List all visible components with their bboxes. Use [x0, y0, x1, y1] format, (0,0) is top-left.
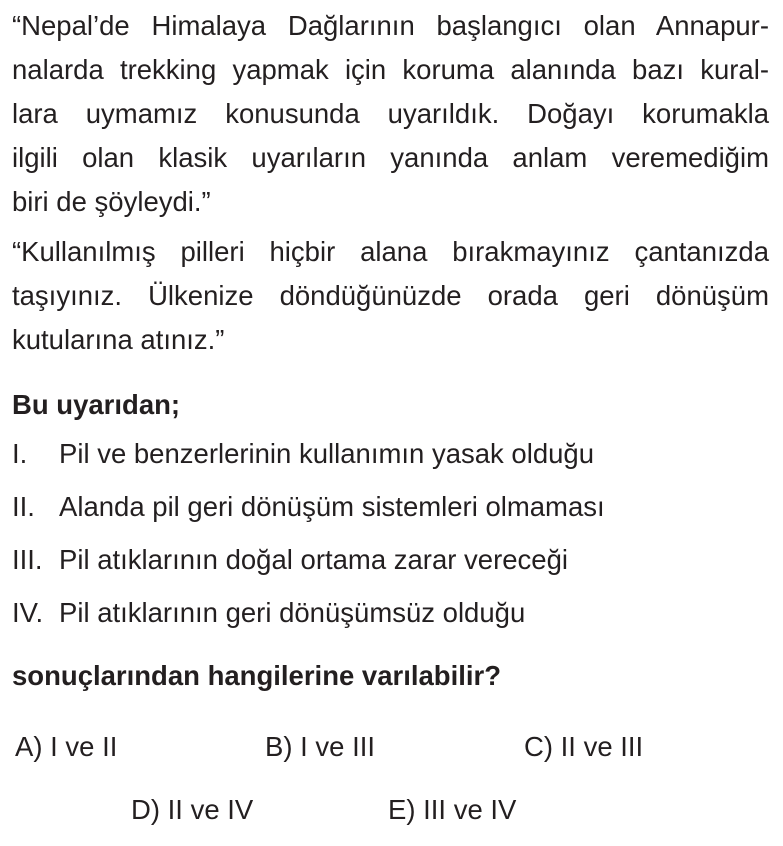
- statement-text: Pil atıklarının doğal ortama zarar vereceği: [59, 544, 568, 575]
- statement-number: I.: [12, 438, 28, 469]
- question-prompt: sonuçlarından hangilerine varılabilir?: [12, 660, 502, 691]
- statement-4: [12, 593, 525, 633]
- passage-line: biri de şöyleydi.”: [12, 186, 211, 217]
- statement-text: Pil ve benzerlerinin kullanımın yasak olduğu: [59, 438, 595, 469]
- passage-line: lara uymamız konusunda uyarıldık. Doğayı korumakla: [12, 98, 769, 129]
- statement-text: Alanda pil geri dönüşüm sistemleri olmaması: [59, 491, 605, 522]
- passage-paragraph-1: [12, 4, 769, 224]
- option-c[interactable]: C) II ve III: [524, 731, 644, 762]
- passage-line: “Nepal’de Himalaya Dağlarının başlangıcı olan Annapur-: [12, 10, 769, 41]
- passage-line: ilgili olan klasik uyarıların yanında anlam veremediğim: [12, 142, 769, 173]
- option-b[interactable]: B) I ve III: [265, 731, 376, 762]
- statement-3: [12, 540, 568, 580]
- passage-line: nalarda trekking yapmak için koruma alanında bazı kural-: [12, 54, 769, 85]
- passage-line: taşıyınız. Ülkenize döndüğünüzde orada geri dönüşüm: [12, 280, 769, 311]
- statement-number: II.: [12, 491, 35, 522]
- passage-line: “Kullanılmış pilleri hiçbir alana bırakmayınız çantanızda: [12, 236, 769, 267]
- statement-2: [12, 487, 605, 527]
- option-d[interactable]: D) II ve IV: [131, 794, 254, 825]
- statement-text: Pil atıklarının geri dönüşümsüz olduğu: [59, 597, 526, 628]
- option-e[interactable]: E) III ve IV: [388, 794, 517, 825]
- question-heading: Bu uyarıdan;: [12, 389, 181, 420]
- option-a[interactable]: A) I ve II: [15, 731, 118, 762]
- statement-number: IV.: [12, 597, 44, 628]
- passage-line: kutularına atınız.”: [12, 324, 225, 355]
- passage-paragraph-2: [12, 230, 769, 362]
- statement-1: [12, 434, 594, 474]
- statement-number: III.: [12, 544, 43, 575]
